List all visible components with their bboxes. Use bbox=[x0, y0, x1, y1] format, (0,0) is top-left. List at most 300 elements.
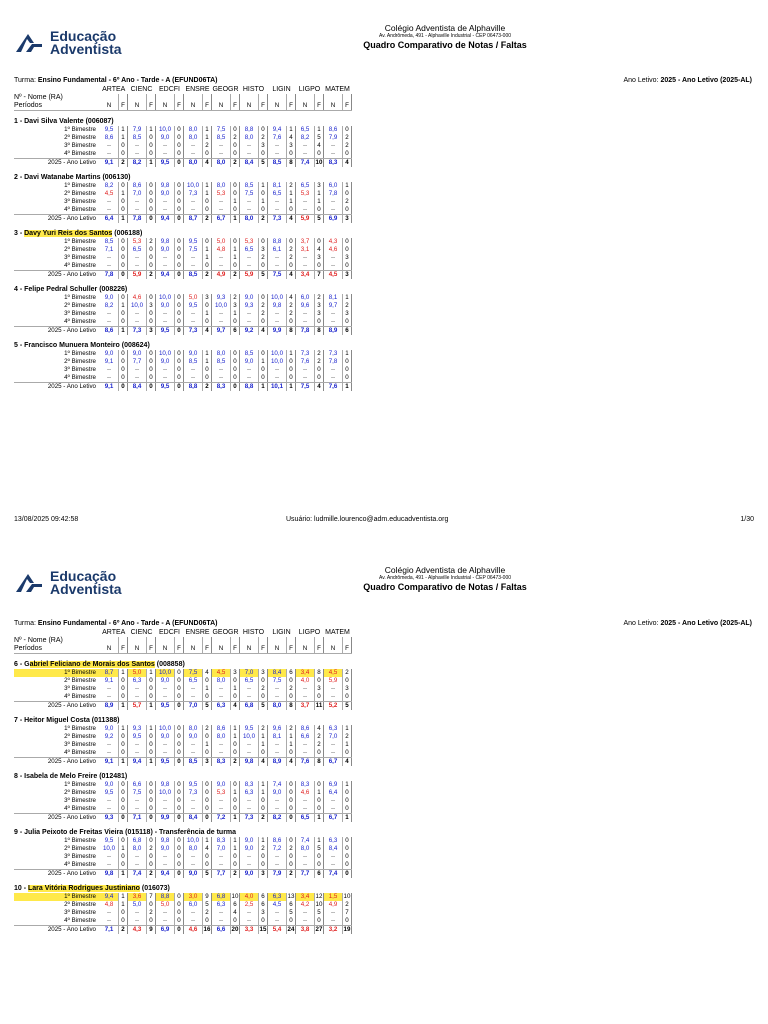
absence-cell: 0 bbox=[203, 853, 212, 861]
student-name-prefix: 5 - bbox=[14, 342, 25, 349]
absence-cell: 0 bbox=[147, 917, 156, 926]
grade-cell: -- bbox=[212, 693, 231, 702]
turma-value: Ensino Fundamental - 6º Ano - Tarde - A (EFUND06TA) bbox=[37, 77, 218, 84]
absence-cell: 0 bbox=[203, 861, 212, 870]
educacao-adventista-logo bbox=[14, 30, 139, 60]
grade-cell: 7,0 bbox=[132, 190, 142, 197]
absence-cell: 1 bbox=[231, 310, 240, 318]
student-name-highlight: abriel Feliciano de Morais dos Santos bbox=[29, 661, 155, 668]
period-label: 3º Bimestre bbox=[64, 741, 96, 748]
grade-cell: 8,1 bbox=[272, 733, 282, 740]
absence-cell: 0 bbox=[343, 374, 352, 383]
absence-cell: 0 bbox=[287, 789, 296, 797]
absence-cell: 12 bbox=[315, 893, 323, 900]
grade-cell: 8,0 bbox=[216, 350, 226, 357]
grade-cell: 8,6 bbox=[300, 725, 310, 732]
absence-cell: 1 bbox=[315, 814, 324, 823]
grade-cell: -- bbox=[212, 805, 231, 814]
absence-cell: 0 bbox=[175, 327, 184, 336]
falta-header bbox=[147, 94, 156, 102]
absence-cell: 2 bbox=[147, 870, 156, 879]
school-name: Colégio Adventista de Alphaville bbox=[384, 23, 506, 33]
absence-cell: 2 bbox=[287, 302, 296, 310]
absence-cell: 0 bbox=[231, 781, 240, 789]
absence-cell: 0 bbox=[175, 837, 184, 845]
grade-cell: 7,5 bbox=[188, 246, 198, 253]
period-row bbox=[14, 702, 352, 711]
absence-cell: 1 bbox=[343, 781, 352, 789]
grade-cell: -- bbox=[100, 861, 119, 870]
falta-header: F bbox=[287, 102, 296, 111]
absence-cell: 0 bbox=[203, 781, 212, 789]
subject-header-ligin: LIGIN bbox=[272, 629, 291, 636]
absence-cell: 15 bbox=[259, 926, 267, 933]
period-label: 4º Bimestre bbox=[14, 861, 100, 870]
absence-cell: 2 bbox=[259, 134, 268, 142]
turma-label: Turma: bbox=[14, 620, 36, 627]
absence-cell: 3 bbox=[315, 302, 324, 310]
report-header bbox=[300, 565, 590, 593]
absence-cell: 0 bbox=[175, 271, 184, 280]
grade-cell: 9,5 bbox=[132, 733, 142, 740]
absence-cell: 0 bbox=[287, 805, 296, 814]
absence-cell: 1 bbox=[203, 741, 212, 749]
absence-cell: 0 bbox=[315, 262, 324, 271]
grade-cell: 9,0 bbox=[244, 870, 254, 877]
grade-cell: 8,3 bbox=[328, 159, 338, 166]
grade-cell: -- bbox=[134, 741, 140, 748]
absence-cell: 1 bbox=[231, 789, 240, 797]
grade-cell: 4,9 bbox=[216, 271, 226, 278]
grade-cell: 6,7 bbox=[328, 814, 338, 821]
grade-cell: -- bbox=[240, 150, 259, 159]
absence-cell: 11 bbox=[315, 702, 323, 709]
grade-cell: -- bbox=[106, 853, 112, 860]
grade-cell: 3,0 bbox=[184, 893, 203, 901]
logo-text-1: Educação bbox=[50, 28, 117, 44]
grade-cell: 10,0 bbox=[270, 358, 284, 365]
grade-cell: -- bbox=[184, 262, 203, 271]
grade-cell: 6,1 bbox=[272, 246, 282, 253]
absence-cell: 0 bbox=[119, 310, 128, 318]
student-name-highlight: Lara Vitória Rodrigues Justiniano bbox=[28, 885, 140, 892]
absence-cell: 0 bbox=[175, 215, 184, 224]
absence-cell: 0 bbox=[315, 677, 324, 685]
period-row bbox=[14, 758, 352, 767]
absence-cell: 0 bbox=[119, 206, 128, 215]
falta-header: F bbox=[343, 102, 352, 111]
nota-header: N bbox=[296, 102, 315, 111]
absence-cell: 0 bbox=[203, 366, 212, 374]
grade-cell: 7,6 bbox=[300, 358, 310, 365]
absence-cell: 24 bbox=[287, 926, 295, 933]
absence-cell: 0 bbox=[203, 693, 212, 702]
absence-cell: 8 bbox=[287, 159, 296, 168]
grade-cell: -- bbox=[184, 206, 203, 215]
grade-cell: 9,5 bbox=[244, 725, 254, 732]
grade-cell: -- bbox=[274, 142, 280, 149]
period-label: 2025 - Ano Letivo bbox=[47, 383, 96, 390]
grade-cell: 8,0 bbox=[188, 134, 198, 141]
student-name bbox=[14, 772, 352, 781]
absence-cell: 0 bbox=[259, 917, 268, 926]
absence-cell: 5 bbox=[259, 271, 268, 280]
grade-cell: -- bbox=[302, 198, 308, 205]
absence-cell: 1 bbox=[119, 669, 128, 677]
period-label: 2025 - Ano Letivo bbox=[47, 870, 96, 877]
absence-cell: 3 bbox=[315, 685, 324, 693]
absence-cell: 0 bbox=[119, 685, 128, 693]
grade-cell: -- bbox=[330, 198, 336, 205]
absence-cell: 0 bbox=[315, 238, 324, 246]
absence-cell: 1 bbox=[231, 837, 240, 845]
absence-cell: 4 bbox=[343, 758, 352, 767]
absence-cell: 0 bbox=[175, 358, 184, 366]
grade-cell: 7,8 bbox=[300, 327, 310, 334]
nota-header bbox=[296, 94, 315, 102]
grade-cell: -- bbox=[302, 853, 308, 860]
grade-cell: -- bbox=[212, 917, 231, 926]
absence-cell: 0 bbox=[147, 190, 156, 198]
nota-header bbox=[240, 637, 259, 645]
period-row bbox=[14, 198, 352, 206]
ano-value: 2025 - Ano Letivo (2025-AL) bbox=[660, 77, 752, 84]
grade-cell: 6,0 bbox=[300, 294, 310, 301]
absence-cell: 0 bbox=[315, 805, 324, 814]
grade-cell: 3,3 bbox=[244, 926, 254, 933]
absence-cell: 0 bbox=[175, 789, 184, 797]
falta-header: F bbox=[147, 102, 156, 111]
falta-header: F bbox=[231, 102, 240, 111]
grades-table bbox=[14, 893, 352, 934]
student-name-rest: Davi Watanabe Martins (006130) bbox=[24, 174, 131, 181]
grade-cell: 6,8 bbox=[212, 893, 231, 901]
period-label: 2º Bimestre bbox=[64, 302, 96, 309]
absence-cell: 1 bbox=[231, 685, 240, 693]
absence-cell: 0 bbox=[147, 383, 156, 392]
grade-cell: 8,9 bbox=[104, 702, 114, 709]
absence-cell: 1 bbox=[119, 725, 128, 733]
absence-cell: 0 bbox=[147, 749, 156, 758]
grade-cell: -- bbox=[156, 693, 175, 702]
period-label: 4º Bimestre bbox=[14, 318, 100, 327]
student-name-prefix: 6 - G bbox=[14, 661, 30, 668]
grade-cell: 6,9 bbox=[328, 781, 338, 788]
period-row bbox=[14, 126, 352, 134]
grade-cell: -- bbox=[324, 749, 343, 758]
grade-cell: -- bbox=[128, 318, 147, 327]
absence-cell: 5 bbox=[315, 134, 324, 142]
absence-cell: 0 bbox=[147, 781, 156, 789]
nota-header bbox=[100, 637, 119, 645]
grade-cell: -- bbox=[246, 685, 252, 692]
absence-cell: 2 bbox=[147, 271, 156, 280]
grade-cell: -- bbox=[218, 366, 224, 373]
grade-cell: 9,5 bbox=[160, 327, 170, 334]
grade-cell: 7,7 bbox=[132, 358, 142, 365]
absence-cell: 0 bbox=[203, 302, 212, 310]
grade-cell: -- bbox=[128, 206, 147, 215]
nota-header bbox=[128, 94, 147, 102]
grade-cell: 9,5 bbox=[160, 758, 170, 765]
absence-cell: 2 bbox=[203, 271, 212, 280]
ano-value: 2025 - Ano Letivo (2025-AL) bbox=[660, 620, 752, 627]
grade-cell: -- bbox=[100, 917, 119, 926]
grade-cell: -- bbox=[302, 142, 308, 149]
grade-cell: -- bbox=[106, 198, 112, 205]
grade-cell: -- bbox=[128, 917, 147, 926]
absence-cell: 7 bbox=[315, 271, 324, 280]
absence-cell: 2 bbox=[259, 302, 268, 310]
grade-cell: -- bbox=[296, 318, 315, 327]
grade-cell: 8,0 bbox=[132, 845, 142, 852]
grade-cell: -- bbox=[296, 374, 315, 383]
nota-header: N bbox=[240, 645, 259, 654]
grade-cell: -- bbox=[246, 909, 252, 916]
period-row bbox=[14, 150, 352, 159]
grade-cell: 8,3 bbox=[216, 758, 226, 765]
absence-cell: 1 bbox=[203, 358, 212, 366]
grade-cell: -- bbox=[268, 318, 287, 327]
grade-cell: -- bbox=[330, 741, 336, 748]
grade-cell: -- bbox=[240, 861, 259, 870]
period-label: 4º Bimestre bbox=[14, 374, 100, 383]
grade-cell: 5,3 bbox=[216, 789, 226, 796]
absence-cell: 0 bbox=[259, 206, 268, 215]
absence-cell: 0 bbox=[119, 797, 128, 805]
grade-cell: 7,4 bbox=[300, 837, 310, 844]
grade-cell: 9,1 bbox=[104, 159, 114, 166]
grade-cell: 7,9 bbox=[272, 870, 282, 877]
grade-cell: -- bbox=[100, 318, 119, 327]
absence-cell: 10 bbox=[315, 159, 323, 166]
falta-header: F bbox=[175, 645, 184, 654]
grade-cell: -- bbox=[212, 749, 231, 758]
grade-cell: 9,4 bbox=[272, 126, 282, 133]
student-10 bbox=[14, 884, 352, 934]
grade-cell: 7,8 bbox=[328, 190, 338, 197]
grade-cell: 8,9 bbox=[328, 327, 338, 334]
absence-cell: 0 bbox=[259, 853, 268, 861]
grade-cell: 9,0 bbox=[104, 781, 114, 788]
period-row bbox=[14, 797, 352, 805]
falta-header bbox=[315, 637, 324, 645]
grade-cell: 5,3 bbox=[244, 238, 254, 245]
subject-header-geogr: GEOGR bbox=[212, 629, 239, 636]
grade-cell: 3,4 bbox=[300, 271, 310, 278]
grade-cell: 7,2 bbox=[272, 845, 282, 852]
absence-cell: 0 bbox=[315, 853, 324, 861]
grade-cell: 8,8 bbox=[244, 126, 254, 133]
grade-cell: 9,8 bbox=[160, 182, 170, 189]
grade-cell: -- bbox=[246, 142, 252, 149]
school-name: Colégio Adventista de Alphaville bbox=[384, 565, 506, 575]
falta-header bbox=[231, 94, 240, 102]
grade-cell: 9,1 bbox=[104, 677, 114, 684]
period-label: 2º Bimestre bbox=[64, 358, 96, 365]
grade-cell: 9,0 bbox=[188, 350, 198, 357]
nota-header: N bbox=[324, 102, 343, 111]
grade-cell: -- bbox=[134, 142, 140, 149]
nota-header: N bbox=[156, 645, 175, 654]
grade-cell: 9,5 bbox=[104, 837, 114, 844]
student-name bbox=[14, 341, 352, 350]
nota-header bbox=[184, 637, 203, 645]
grade-cell: 7,0 bbox=[188, 702, 198, 709]
grade-cell: 9,0 bbox=[272, 789, 282, 796]
absence-cell: 0 bbox=[119, 150, 128, 159]
grade-cell: -- bbox=[324, 861, 343, 870]
grade-cell: 8,1 bbox=[272, 182, 282, 189]
absence-cell: 1 bbox=[203, 190, 212, 198]
grade-cell: 9,3 bbox=[132, 725, 142, 732]
absence-cell: 2 bbox=[315, 350, 324, 358]
student-name bbox=[14, 173, 352, 182]
grade-cell: 5,3 bbox=[300, 190, 310, 197]
absence-cell: 0 bbox=[315, 749, 324, 758]
grade-cell: 7,1 bbox=[132, 814, 142, 821]
absence-cell: 0 bbox=[119, 318, 128, 327]
absence-cell: 0 bbox=[175, 238, 184, 246]
grade-cell: -- bbox=[190, 198, 196, 205]
turma-label: Turma: bbox=[14, 77, 36, 84]
grade-cell: 7,8 bbox=[328, 358, 338, 365]
header-row-periodos bbox=[14, 645, 352, 654]
grade-cell: 5,0 bbox=[128, 669, 147, 677]
absence-cell: 0 bbox=[343, 150, 352, 159]
absence-cell: 8 bbox=[315, 669, 324, 677]
absence-cell: 5 bbox=[203, 901, 212, 909]
absence-cell: 0 bbox=[203, 206, 212, 215]
grade-cell: 8,8 bbox=[244, 383, 254, 390]
grade-cell: -- bbox=[274, 685, 280, 692]
grade-cell: 9,7 bbox=[216, 327, 226, 334]
grade-cell: -- bbox=[134, 797, 140, 804]
grade-cell: -- bbox=[100, 150, 119, 159]
grade-cell: 8,2 bbox=[300, 134, 310, 141]
absence-cell: 0 bbox=[287, 366, 296, 374]
grade-cell: -- bbox=[162, 366, 168, 373]
absence-cell: 0 bbox=[259, 262, 268, 271]
grade-cell: -- bbox=[184, 805, 203, 814]
grades-table bbox=[14, 238, 352, 279]
period-label: 2025 - Ano Letivo bbox=[47, 215, 96, 222]
grade-cell: 10,0 bbox=[158, 725, 172, 732]
grade-cell: -- bbox=[162, 254, 168, 261]
absence-cell: 8 bbox=[315, 758, 324, 767]
grade-cell: 10,0 bbox=[158, 126, 172, 133]
header-cell-blank bbox=[14, 86, 100, 94]
grade-cell: -- bbox=[330, 797, 336, 804]
student-name bbox=[14, 660, 352, 669]
header-cell-blank bbox=[14, 629, 100, 637]
grades-table bbox=[14, 294, 352, 335]
absence-cell: 2 bbox=[203, 215, 212, 224]
absence-cell: 0 bbox=[203, 805, 212, 814]
absence-cell: 0 bbox=[343, 246, 352, 254]
grade-cell: 10,0 bbox=[186, 182, 200, 189]
grade-cell: 4,5 bbox=[328, 271, 338, 278]
period-row bbox=[14, 805, 352, 814]
absence-cell: 0 bbox=[259, 749, 268, 758]
period-row bbox=[14, 814, 352, 823]
period-row bbox=[14, 685, 352, 693]
grade-cell: -- bbox=[106, 310, 112, 317]
grade-cell: 7,6 bbox=[272, 134, 282, 141]
absence-cell: 0 bbox=[343, 677, 352, 685]
grade-cell: 8,6 bbox=[104, 134, 114, 141]
grade-cell: -- bbox=[128, 861, 147, 870]
absence-cell: 2 bbox=[287, 254, 296, 262]
absence-cell: 2 bbox=[259, 215, 268, 224]
grade-cell: -- bbox=[246, 741, 252, 748]
period-label: 4º Bimestre bbox=[14, 150, 100, 159]
grade-cell: -- bbox=[212, 318, 231, 327]
absence-cell: 0 bbox=[203, 733, 212, 741]
header-row-periodos bbox=[14, 102, 352, 111]
absence-cell: 1 bbox=[259, 837, 268, 845]
grade-cell: -- bbox=[100, 805, 119, 814]
absence-cell: 0 bbox=[175, 814, 184, 823]
grade-cell: 9,0 bbox=[216, 781, 226, 788]
grade-cell: 6,5 bbox=[300, 182, 310, 189]
grade-cell: 7,2 bbox=[216, 814, 226, 821]
absence-cell: 0 bbox=[147, 677, 156, 685]
grade-cell: 9,2 bbox=[244, 327, 254, 334]
grades-table bbox=[14, 669, 352, 710]
grade-cell: 9,1 bbox=[104, 383, 114, 390]
absence-cell: 8 bbox=[315, 327, 324, 336]
grade-cell: 9,8 bbox=[104, 870, 114, 877]
grade-cell: -- bbox=[128, 693, 147, 702]
grade-cell: 7,7 bbox=[300, 870, 310, 877]
absence-cell: 0 bbox=[147, 837, 156, 845]
absence-cell: 0 bbox=[175, 294, 184, 302]
absence-cell: 0 bbox=[119, 238, 128, 246]
student-name bbox=[14, 285, 352, 294]
grade-cell: 7,4 bbox=[328, 870, 338, 877]
turma-value: Ensino Fundamental - 6º Ano - Tarde - A (EFUND06TA) bbox=[37, 620, 218, 627]
student-name-rest: Felipe Pedral Schuller (008226) bbox=[24, 286, 128, 293]
name-ra-label: Nº - Nome (RA) bbox=[14, 94, 63, 101]
absence-cell: 0 bbox=[175, 206, 184, 215]
grade-cell: 8,1 bbox=[328, 294, 338, 301]
grade-cell: -- bbox=[156, 318, 175, 327]
absence-cell: 4 bbox=[203, 159, 212, 168]
absence-cell: 0 bbox=[175, 126, 184, 134]
absence-cell: 2 bbox=[287, 310, 296, 318]
absence-cell: 2 bbox=[259, 725, 268, 733]
absence-cell: 0 bbox=[119, 383, 128, 392]
grade-cell: 4,5 bbox=[324, 669, 343, 677]
absence-cell: 0 bbox=[259, 318, 268, 327]
period-row bbox=[14, 190, 352, 198]
grade-cell: -- bbox=[184, 150, 203, 159]
grade-cell: 6,4 bbox=[104, 215, 114, 222]
grade-cell: 6,5 bbox=[132, 246, 142, 253]
school-address: Av. Andrômeda, 491 - Alphaville Industrial - CEP 06473-000 bbox=[378, 575, 512, 581]
grade-cell: -- bbox=[128, 749, 147, 758]
period-row bbox=[14, 845, 352, 853]
grade-cell: 9,8 bbox=[244, 758, 254, 765]
falta-header: F bbox=[315, 102, 324, 111]
falta-header bbox=[203, 637, 212, 645]
absence-cell: 6 bbox=[287, 669, 296, 677]
absence-cell: 0 bbox=[175, 262, 184, 271]
absence-cell: 1 bbox=[119, 126, 128, 134]
absence-cell: 1 bbox=[343, 350, 352, 358]
period-row bbox=[14, 262, 352, 271]
